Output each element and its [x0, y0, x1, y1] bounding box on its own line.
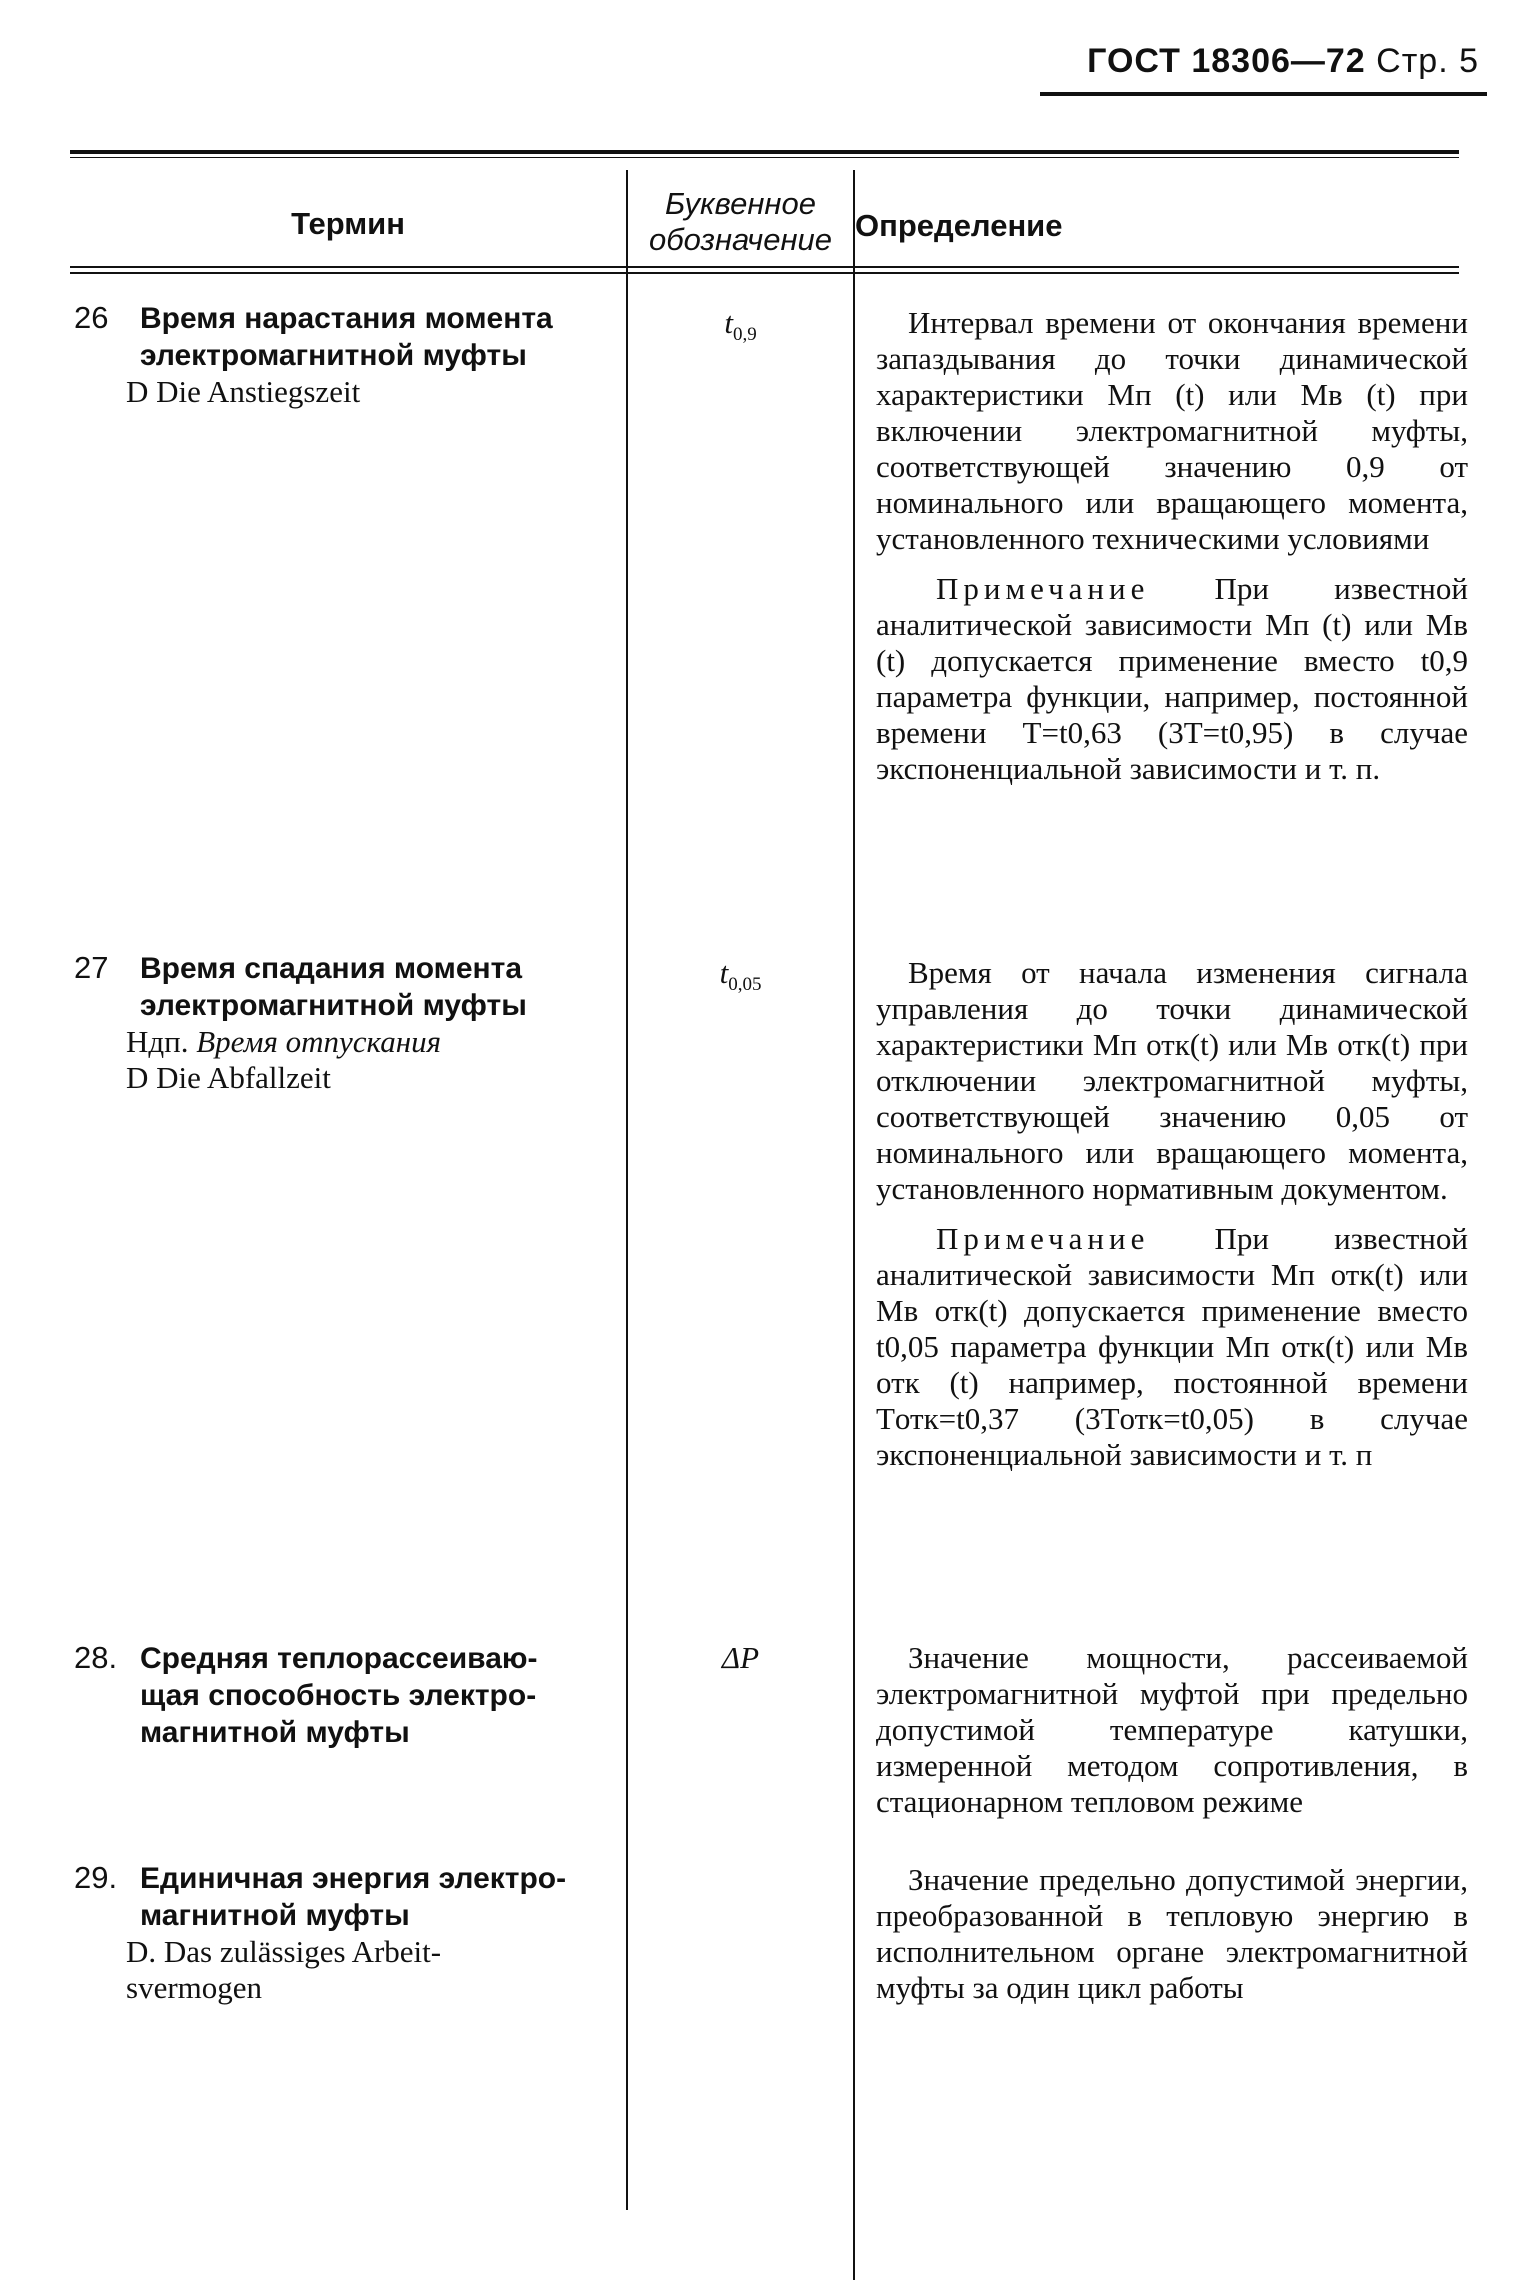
- note-lead: Примечание: [936, 571, 1150, 606]
- deprecated-text: Время отпускания: [196, 1024, 442, 1059]
- term-name-line: электромагнитной муфты: [140, 339, 527, 372]
- symbol-27: [628, 955, 853, 996]
- column-header-definition: Определение: [855, 208, 1063, 243]
- table-header-rule-2: [70, 272, 1459, 274]
- deprecated-prefix: Ндп.: [126, 1024, 197, 1059]
- symbol-subscript: 0,05: [728, 974, 762, 996]
- term-name-line: магнитной муфты: [140, 1716, 410, 1749]
- symbol-subscript: 0,9: [732, 324, 757, 346]
- note-lead: Примечание: [936, 1221, 1150, 1256]
- column-header-symbol: [628, 186, 853, 257]
- symbol-26: [628, 305, 853, 346]
- term-name-line: магнитной муфты: [140, 1899, 410, 1932]
- foreign-equivalent: D Die Abfallzeit: [126, 1060, 331, 1095]
- term-26: [74, 300, 614, 410]
- definition-text: Интервал времени от окончания времени запаздывания до точки динамической характеристики Mп (t) или Mв (t) при включении электромагнитной муфты, соответствующей значению 0,9 от номинального или вращающего момента, установленного техническими условиями: [876, 305, 1468, 556]
- page-number: Стр. 5: [1376, 42, 1479, 80]
- term-number: 27: [74, 950, 109, 985]
- note-text: При известной аналитической зависимости Mп отк(t) или Mв отк(t) допускается применение вместо t0,05 параметра функции Mп отк(t) или Mв отк (t) например, постоянной времени Tотк=t0,37 (3Tотк=t0,05) в случае экспоненциальной зависимости и т. п: [876, 1221, 1468, 1472]
- foreign-equivalent: D. Das zulässiges Arbeit-: [126, 1934, 442, 1969]
- definition-note: [876, 571, 1468, 787]
- symbol-28: ΔP: [721, 1640, 760, 1675]
- header-rule: [1040, 92, 1487, 96]
- definition-text: Значение мощности, рассеиваемой электромагнитной муфтой при предельно допустимой температуре катушки, измеренной методом сопротивления, в стационарном тепловом режиме: [876, 1640, 1468, 1819]
- term-name-line: электромагнитной муфты: [140, 989, 527, 1022]
- definition-text: Значение предельно допустимой энергии, преобразованной в тепловую энергию в исполнительном органе электромагнитной муфты за один цикл работы: [876, 1862, 1468, 2005]
- note-text: При известной аналитической зависимости Mп (t) или Mв (t) допускается применение вместо t0,9 параметра функции, например, постоянной времени T=t0,63 (3T=t0,95) в случае экспоненциальной зависимости и т. п.: [876, 571, 1468, 786]
- deprecated-term: [74, 1024, 614, 1060]
- table-header-rule: [70, 266, 1459, 268]
- column-divider-1: [626, 170, 628, 2210]
- term-28: [74, 1640, 614, 1751]
- term-name-line: Время нарастания момента: [140, 302, 553, 335]
- definition-text: Время от начала изменения сигнала управления до точки динамической характеристики Mп отк(t) или Mв отк(t) при отключении электромагнитной муфты, соответствующей значению 0,05 от номинального или вращающего момента, установленного нормативным документом.: [876, 955, 1468, 1206]
- term-29: [74, 1860, 614, 2006]
- definition-29: [876, 1862, 1468, 2006]
- term-number: 28.: [74, 1640, 118, 1675]
- term-name-line: щая способность электро-: [140, 1679, 537, 1712]
- column-header-symbol-line1: Буквенное: [665, 186, 816, 221]
- symbol-main: t: [724, 305, 733, 340]
- standard-number: ГОСТ 18306—72: [1087, 42, 1366, 80]
- foreign-equivalent: svermogen: [126, 1970, 263, 2005]
- term-name-line: Средняя теплорассеиваю-: [140, 1642, 538, 1675]
- definition-note: [876, 1221, 1468, 1473]
- definition-27: [876, 955, 1468, 1473]
- column-divider-2: [853, 170, 855, 2280]
- foreign-equivalent: D Die Anstiegszeit: [126, 374, 361, 409]
- column-header-symbol-line2: обозначение: [648, 221, 833, 257]
- term-number: 26: [74, 300, 109, 335]
- column-header-term: Термин: [291, 206, 405, 241]
- definition-26: [876, 305, 1468, 787]
- table-top-rule: [70, 150, 1459, 154]
- table-top-rule-thin: [70, 157, 1459, 158]
- symbol-main: t: [719, 955, 729, 990]
- definition-28: [876, 1640, 1468, 1820]
- term-name-line: Единичная энергия электро-: [140, 1862, 567, 1895]
- term-name-line: Время спадания момента: [140, 952, 523, 985]
- term-number: 29.: [74, 1860, 118, 1895]
- term-27: [74, 950, 614, 1096]
- running-header: [1087, 42, 1479, 81]
